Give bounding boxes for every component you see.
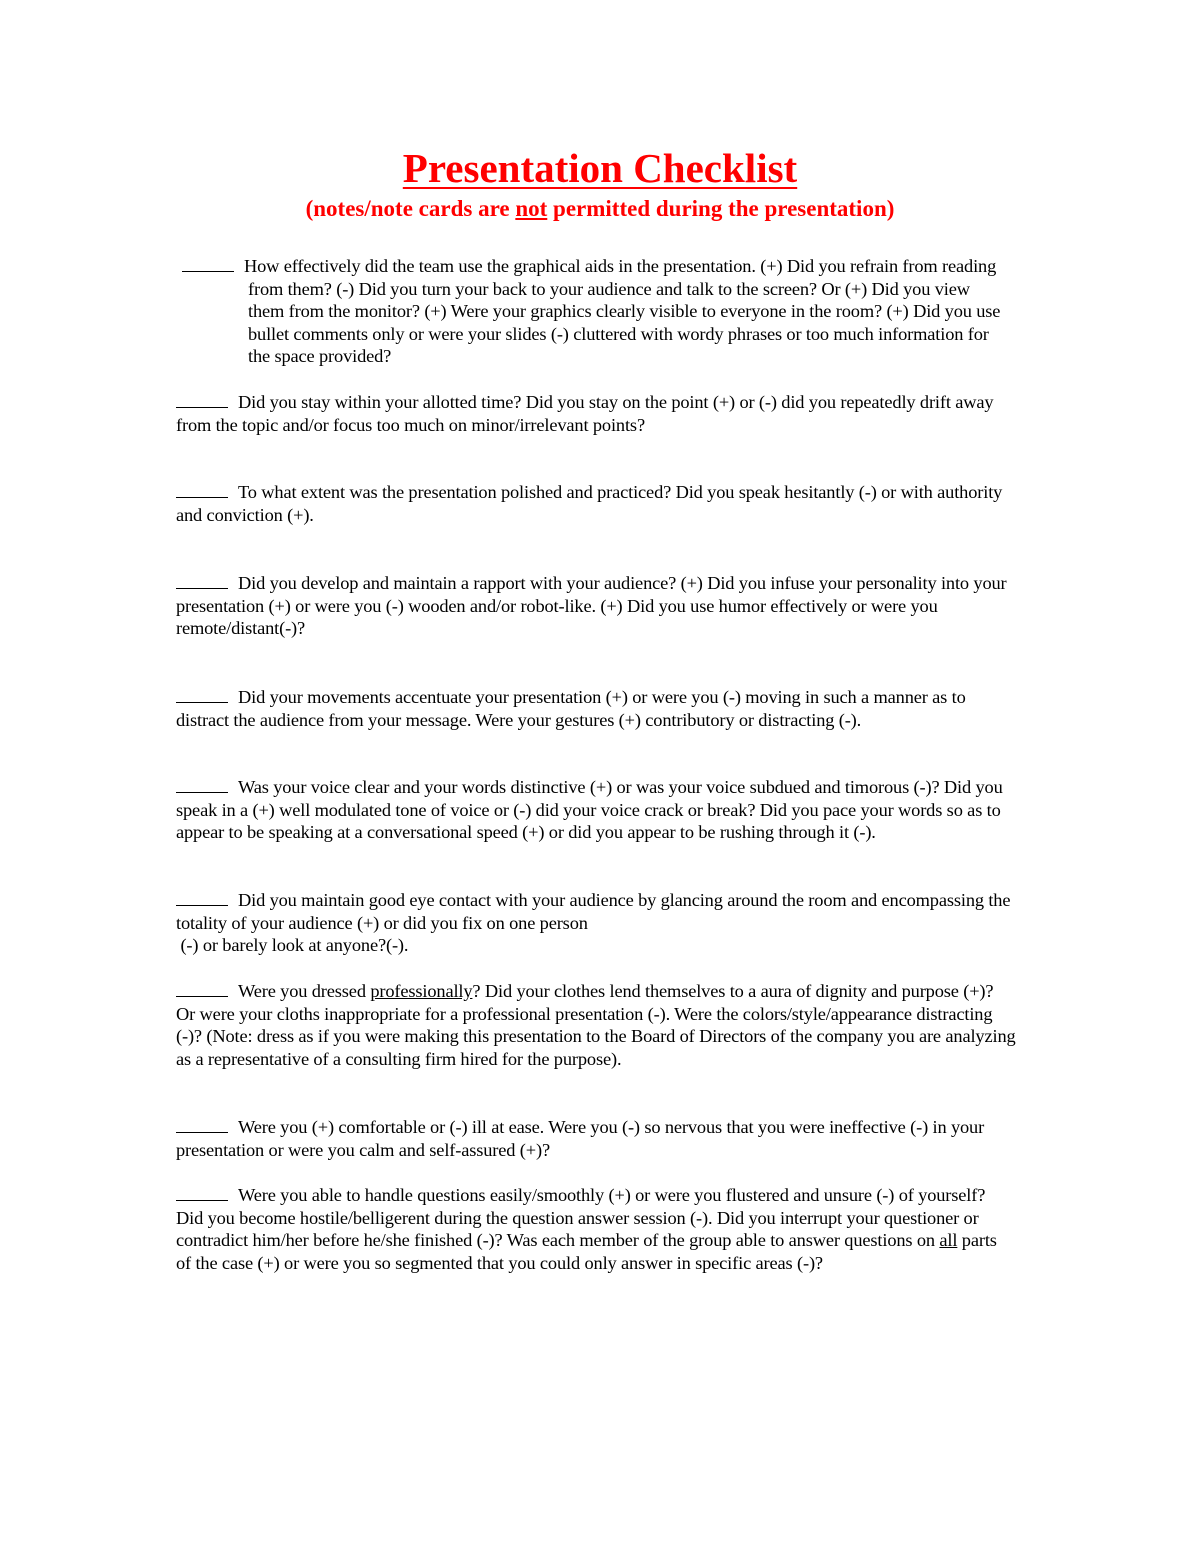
checklist-item-eye-contact xyxy=(176,889,1016,957)
score-blank[interactable] xyxy=(176,393,228,408)
checklist-item-text: How effectively did the team use the graphical aids in the presentation. (+) Did you refrain from reading from them? (-) Did you turn your back to your audience and talk to the screen? Or (+) Did you view them from the monitor? (+) Were your graphics clearly visible to everyone in the room? (+) Did you use bullet comments only or were your slides (-) cluttered with wordy phrases or too much information for the space provided? xyxy=(244,256,1001,367)
checklist-item-text: Did you stay within your allotted time? Did you stay on the point (+) or (-) did you repeatedly drift away from the topic and/or focus too much on minor/irrelevant points? xyxy=(176,392,994,435)
checklist-item-polish xyxy=(176,481,1016,526)
checklist-item-rapport xyxy=(176,572,1016,640)
score-blank[interactable] xyxy=(176,891,228,906)
checklist-item-comfort xyxy=(176,1116,1016,1161)
score-blank[interactable] xyxy=(176,574,228,589)
checklist-item-text-after: parts of the case (+) or were you so segmented that you could only answer in specific areas (-)? xyxy=(176,1230,997,1273)
checklist-item-text: Was your voice clear and your words distinctive (+) or was your voice subdued and timorous (-)? Did you speak in a (+) well modulated tone of voice or (-) did your voice crack or break? Did you pace your words so as to appear to be speaking at a conversational speed (+) or did you appear to be rushing through it (-). xyxy=(176,777,1003,843)
subtitle-text-before: (notes/note cards are xyxy=(305,196,516,221)
score-blank[interactable] xyxy=(176,1186,228,1201)
score-blank[interactable] xyxy=(176,982,228,997)
subtitle-text-underlined: not xyxy=(515,196,548,221)
checklist-item-text: Did you maintain good eye contact with your audience by glancing around the room and encompassing the totality of your audience (+) or did you fix on one person xyxy=(176,890,1011,933)
checklist-item-voice xyxy=(176,776,1016,844)
checklist-item-text-before: Were you able to handle questions easily/smoothly (+) or were you flustered and unsure (-) of yourself? Did you become hostile/belligerent during the question answer session (-). Did you interrupt your questioner or contradict him/her before he/she finished (-)? Was each member of the group able to answer questions on xyxy=(176,1185,986,1251)
checklist-item-text-after: ? Did your clothes lend themselves to a aura of dignity and purpose (+)? Or were your cloths inappropriate for a professional presentation (-). Were the colors/style/appearance distracting (-)? (Note: dress as if you were making this presentation to the Board of Directors of the company you are analyzing as a representative of a consulting firm hired for the purpose). xyxy=(176,981,1016,1069)
checklist-item-movements xyxy=(176,686,1016,731)
page-title: Presentation Checklist xyxy=(402,145,798,191)
page-subtitle xyxy=(0,194,1200,224)
checklist-item-text-before: Were you dressed xyxy=(238,981,371,1001)
checklist-item-text: Did you develop and maintain a rapport with your audience? (+) Did you infuse your personality into your presentation (+) or were you (-) wooden and/or robot-like. (+) Did you use humor effectively or were you remote/distant(-)? xyxy=(176,573,1007,639)
checklist-item-text: To what extent was the presentation polished and practiced? Did you speak hesitantly (-) or with authority and conviction (+). xyxy=(176,482,1003,525)
checklist-item-text-underlined: all xyxy=(939,1230,958,1251)
score-blank[interactable] xyxy=(176,778,228,793)
score-blank[interactable] xyxy=(182,257,234,272)
checklist-item-time xyxy=(176,391,1016,436)
checklist-item-graphical-aids xyxy=(182,255,1002,368)
score-blank[interactable] xyxy=(176,483,228,498)
score-blank[interactable] xyxy=(176,1118,228,1133)
checklist-item-text: Were you (+) comfortable or (-) ill at ease. Were you (-) so nervous that you were ineffective (-) in your presentation or were you calm and self-assured (+)? xyxy=(176,1117,985,1160)
score-blank[interactable] xyxy=(176,688,228,703)
checklist-item-text: Did your movements accentuate your presentation (+) or were you (-) moving in such a manner as to distract the audience from your message. Were your gestures (+) contributory or distracting (-). xyxy=(176,687,966,730)
checklist-item-text-underlined: professionally xyxy=(370,981,473,1001)
checklist-item-dress xyxy=(176,980,1016,1070)
subtitle-text-after: permitted during the presentation) xyxy=(547,196,895,221)
checklist-item-text-continued: (-) or barely look at anyone?(-). xyxy=(176,935,409,956)
checklist-item-questions xyxy=(176,1184,1016,1274)
